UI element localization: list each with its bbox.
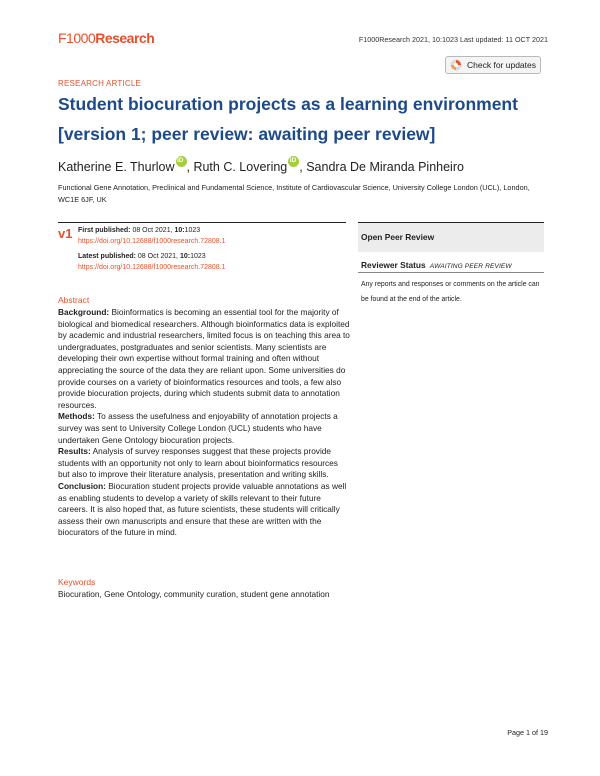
latest-published-doi[interactable]: https://doi.org/10.12688/f1000research.72808.1 bbox=[78, 264, 226, 271]
orcid-icon[interactable] bbox=[176, 156, 187, 167]
open-peer-review-title: Open Peer Review bbox=[361, 232, 435, 242]
first-published-doi[interactable]: https://doi.org/10.12688/f1000research.72808.1 bbox=[78, 238, 226, 245]
affiliation: Functional Gene Annotation, Preclinical and Fundamental Science, Institute of Cardiovascular Science, University College London (UCL), London, WC1E 6JF, UK bbox=[58, 183, 530, 204]
first-published bbox=[78, 227, 200, 234]
results-label: Results: bbox=[58, 446, 91, 457]
conclusion-text: Biocuration student projects provide valuable annotations as well as enabling students to develop a variety of skills relevant to their future careers. It is also hoped that, as future scientists, these students will critically assess their own manuscripts and ensure that these are written with the biocurators of the future in mind. bbox=[58, 480, 347, 538]
version-peer-review-status: [version 1; peer review: awaiting peer review] bbox=[58, 124, 436, 144]
abstract-heading: Abstract bbox=[58, 295, 90, 305]
first-published-label: First published: bbox=[78, 227, 131, 234]
latest-published-label: Latest published: bbox=[78, 253, 136, 260]
background-text: Bioinformatics is becoming an essential tool for the majority of biological and biomedical researchers. Although bioinformatics data is exploited by academic and industrial researchers, limited focus is on teaching this area to undergraduates, postgraduates and senior scientists. Many scientists are developing their own expertise without formal training and often without appreciating the source of the data they are reliant upon. Some universities do provide courses on a variety of bioinformatics resources and tools, a few also provide biocuration projects, during which students submit data to annotation resources. bbox=[58, 307, 350, 410]
abstract-background bbox=[58, 307, 350, 411]
author-separator: , bbox=[299, 160, 307, 174]
first-published-volume: 10: bbox=[174, 227, 185, 234]
background-label: Background: bbox=[58, 307, 110, 317]
abstract-results bbox=[58, 446, 350, 481]
peer-review-note: Any reports and responses or comments on the article can be found at the end of the article. bbox=[361, 281, 540, 303]
divider bbox=[58, 222, 346, 223]
conclusion-label: Conclusion: bbox=[58, 480, 106, 491]
first-published-number: 1023 bbox=[184, 227, 201, 234]
logo-prefix: F1000 bbox=[58, 30, 96, 46]
reviewer-status-value: AWAITING PEER REVIEW bbox=[429, 263, 512, 270]
latest-published-number: 1023 bbox=[190, 253, 206, 260]
article-title: Student biocuration projects as a learning environment bbox=[58, 94, 518, 114]
results-text: Analysis of survey responses suggest that these projects provide students with an opportunity not only to learn about bioinformatics resources but also to improve their literature analysis, presentation and writing skills. bbox=[58, 446, 338, 480]
check-for-updates-button[interactable] bbox=[445, 56, 541, 74]
keywords-text: Biocuration, Gene Ontology, community curation, student gene annotation bbox=[58, 589, 330, 599]
check-updates-icon bbox=[450, 59, 462, 71]
open-peer-review-box bbox=[358, 222, 544, 252]
author-separator: , bbox=[186, 160, 194, 174]
keywords-heading: Keywords bbox=[58, 577, 96, 587]
abstract-conclusion bbox=[58, 481, 350, 539]
methods-text: To assess the usefulness and enjoyability of annotation projects a survey was sent to University College London (UCL) students who have undertaken Gene Ontology biocuration projects. bbox=[58, 411, 338, 445]
latest-published-date: 08 Oct 2021, bbox=[137, 253, 178, 260]
journal-logo[interactable] bbox=[58, 30, 154, 46]
author-name[interactable]: Ruth C. Lovering bbox=[193, 160, 288, 174]
first-published-date: 08 Oct 2021, bbox=[132, 227, 173, 234]
check-updates-label: Check for updates bbox=[467, 60, 536, 70]
page-number: Page 1 of 19 bbox=[507, 728, 548, 737]
reviewer-status-label: Reviewer Status bbox=[361, 260, 426, 270]
logo-suffix: Research bbox=[95, 30, 155, 46]
latest-published bbox=[78, 253, 206, 260]
divider bbox=[358, 272, 544, 273]
author-name[interactable]: Katherine E. Thurlow bbox=[58, 160, 175, 174]
methods-label: Methods: bbox=[58, 411, 95, 422]
latest-published-volume: 10: bbox=[179, 253, 191, 260]
reviewer-status bbox=[361, 260, 512, 270]
orcid-icon[interactable] bbox=[288, 156, 299, 167]
abstract-methods bbox=[58, 411, 350, 446]
author-list bbox=[58, 156, 464, 174]
article-type: RESEARCH ARTICLE bbox=[58, 79, 142, 88]
abstract-body bbox=[58, 307, 350, 539]
author-name[interactable]: Sandra De Miranda Pinheiro bbox=[306, 160, 464, 174]
running-head: F1000Research 2021, 10:1023 Last updated: 11 OCT 2021 bbox=[358, 35, 548, 44]
version-badge: v1 bbox=[58, 226, 73, 241]
